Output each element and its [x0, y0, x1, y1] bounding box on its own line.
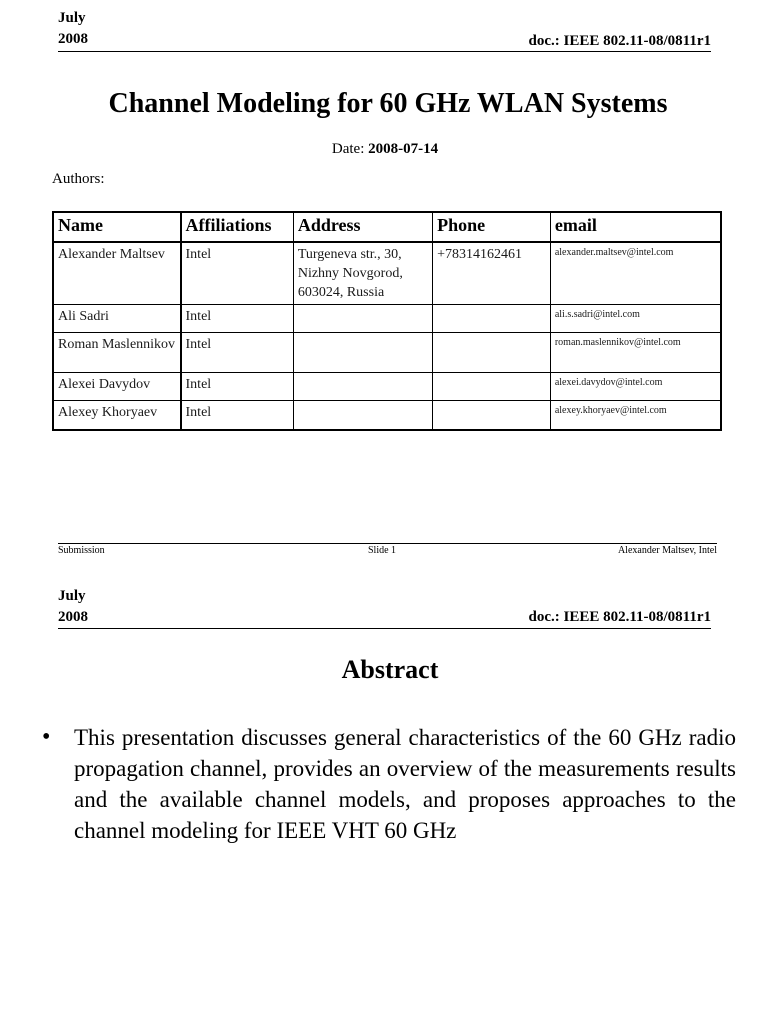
abstract-title: Abstract — [341, 655, 439, 684]
author-phone: +78314162461 — [433, 242, 551, 305]
author-phone — [433, 305, 551, 333]
author-affiliation: Intel — [181, 401, 294, 430]
author-phone — [433, 333, 551, 373]
header-divider — [58, 628, 711, 629]
authors-table — [52, 211, 722, 431]
header-year: 2008 — [58, 609, 88, 625]
header-month: July — [58, 588, 86, 604]
author-email: alexander.maltsev@intel.com — [550, 242, 721, 305]
author-email: roman.maslennikov@intel.com — [550, 333, 721, 373]
author-address — [293, 333, 432, 373]
header-date — [58, 8, 88, 50]
slide-title: Channel Modeling for 60 GHz WLAN Systems — [108, 88, 668, 119]
author-affiliation: Intel — [181, 242, 294, 305]
table-row — [53, 333, 721, 373]
authors-label: Authors: — [52, 171, 105, 187]
date-label: Date: — [331, 141, 365, 157]
column-header-name: Name — [53, 212, 181, 242]
author-affiliation: Intel — [181, 373, 294, 401]
header-doc-id: doc.: IEEE 802.11-08/0811r1 — [528, 609, 711, 625]
slide-2 — [0, 580, 768, 1024]
header-year: 2008 — [58, 31, 88, 47]
table-row — [53, 305, 721, 333]
author-email: alexei.davydov@intel.com — [550, 373, 721, 401]
author-name: Roman Maslennikov — [53, 333, 181, 373]
footer-submission: Submission — [58, 545, 105, 556]
date-line — [0, 141, 768, 158]
author-phone — [433, 373, 551, 401]
table-row — [53, 373, 721, 401]
date-value: 2008-07-14 — [368, 141, 439, 157]
author-name: Alexey Khoryaev — [53, 401, 181, 430]
header-divider — [58, 51, 711, 52]
author-address — [293, 305, 432, 333]
table-row — [53, 401, 721, 430]
table-row — [53, 242, 721, 305]
bullet-icon: • — [42, 724, 51, 750]
column-header-email: email — [550, 212, 721, 242]
table-header-row — [53, 212, 721, 242]
author-affiliation: Intel — [181, 333, 294, 373]
column-header-phone: Phone — [433, 212, 551, 242]
column-header-affiliations: Affiliations — [181, 212, 294, 242]
author-address — [293, 373, 432, 401]
abstract-bullet — [42, 722, 736, 846]
footer-author: Alexander Maltsev, Intel — [617, 545, 717, 556]
author-email: ali.s.sadri@intel.com — [550, 305, 721, 333]
header-month: July — [58, 10, 86, 26]
author-phone — [433, 401, 551, 430]
header-doc-id: doc.: IEEE 802.11-08/0811r1 — [528, 33, 711, 49]
column-header-address: Address — [293, 212, 432, 242]
author-name: Ali Sadri — [53, 305, 181, 333]
footer-divider — [58, 543, 717, 544]
footer-slide-number: Slide 1 — [368, 545, 397, 556]
author-name: Alexei Davydov — [53, 373, 181, 401]
author-address: Turgeneva str., 30, Nizhny Novgorod, 603024, Russia — [293, 242, 432, 305]
abstract-text: This presentation discusses general characteristics of the 60 GHz radio propagation channel, provides an overview of the measurements results and the available channel models, and proposes approaches to the channel modeling for IEEE VHT 60 GHz — [74, 725, 736, 843]
author-address — [293, 401, 432, 430]
author-affiliation: Intel — [181, 305, 294, 333]
author-email: alexey.khoryaev@intel.com — [550, 401, 721, 430]
header-date — [58, 586, 88, 628]
author-name: Alexander Maltsev — [53, 242, 181, 305]
